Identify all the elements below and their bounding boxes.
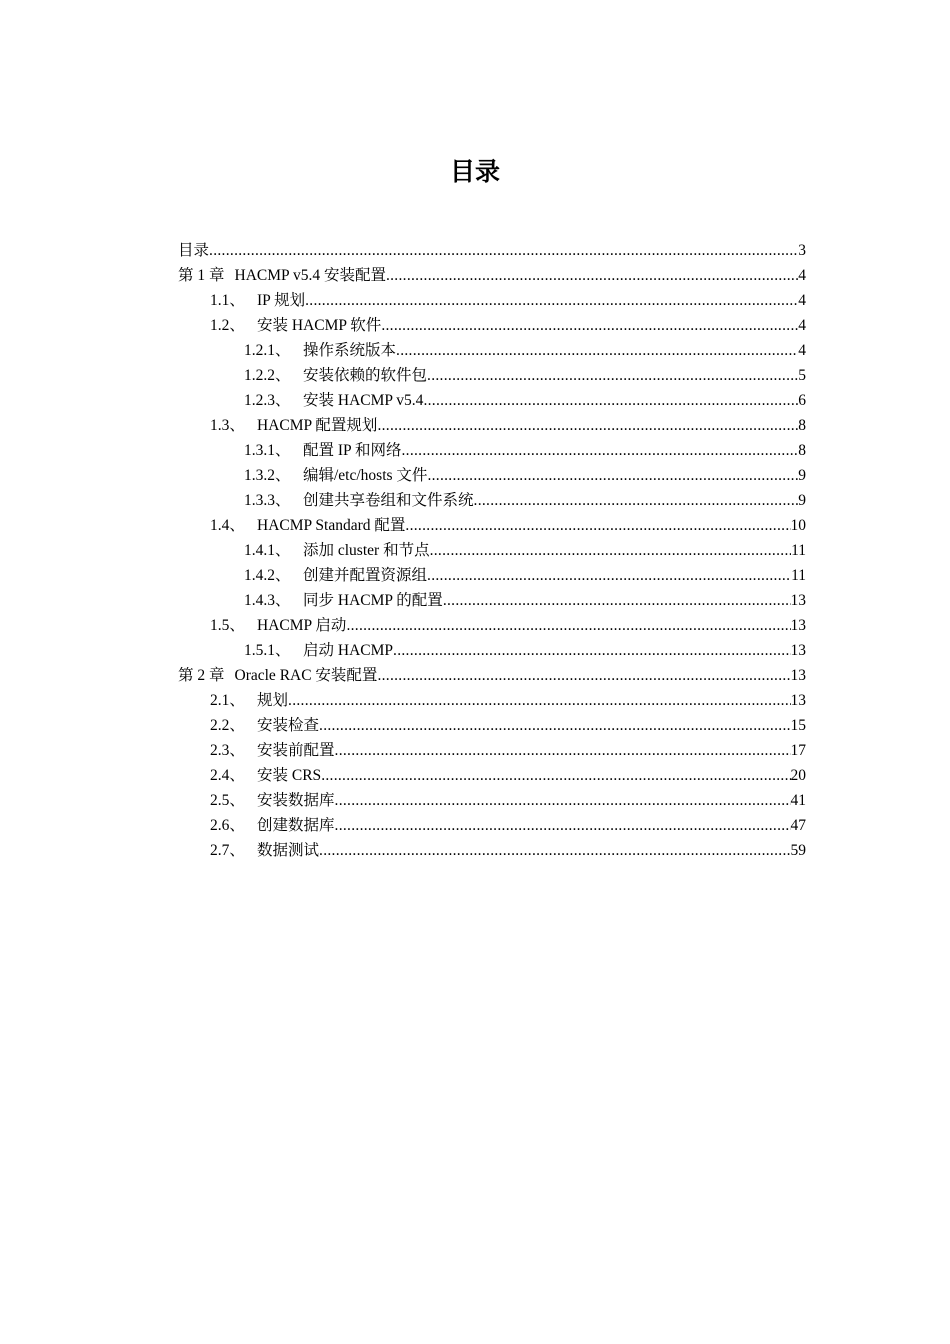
toc-entry[interactable] [178, 713, 806, 738]
toc-entry[interactable] [178, 313, 806, 338]
toc-entry-title: 数据测试 [257, 842, 320, 859]
toc-dot-leader [288, 688, 790, 713]
toc-entry-number: 1.2、 [210, 317, 245, 334]
toc-entry-page-number: 4 [798, 342, 806, 359]
toc-entry-page-number: 15 [790, 717, 806, 734]
toc-entry[interactable] [178, 463, 806, 488]
toc-entry-page-number: 41 [790, 792, 806, 809]
toc-entry-page-number: 13 [790, 642, 806, 659]
toc-entry[interactable] [178, 388, 806, 413]
toc-dot-leader [427, 463, 798, 488]
toc-entry-page-number: 17 [790, 742, 806, 759]
toc-entry[interactable] [178, 638, 806, 663]
toc-entry-number: 1.4.3、 [244, 592, 291, 609]
toc-entry-title: 安装依赖的软件包 [303, 367, 428, 384]
toc-entry[interactable] [178, 238, 806, 263]
toc-entry-page-number: 4 [798, 267, 806, 284]
toc-entry-title: IP 规划 [257, 292, 306, 309]
toc-dot-leader [423, 388, 798, 413]
toc-entry-page-number: 4 [798, 292, 806, 309]
toc-entry-page-number: 6 [798, 392, 806, 409]
toc-entry-title: 安装数据库 [257, 792, 335, 809]
toc-dot-leader [319, 838, 790, 863]
toc-entry-title: 添加 cluster 和节点 [303, 542, 430, 559]
toc-entry[interactable] [178, 738, 806, 763]
toc-entry-page-number: 10 [790, 517, 806, 534]
toc-entry-page-number: 59 [790, 842, 806, 859]
toc-entry-number: 1.3.1、 [244, 442, 291, 459]
toc-dot-leader [427, 363, 798, 388]
toc-entry-number: 第 1 章 [178, 267, 225, 284]
toc-entry-number: 2.7、 [210, 842, 245, 859]
toc-entry[interactable] [178, 763, 806, 788]
toc-entry-title: 启动 HACMP [303, 642, 394, 659]
toc-dot-leader [346, 613, 790, 638]
toc-entry-number: 1.3.2、 [244, 467, 291, 484]
toc-entry-number: 1.5.1、 [244, 642, 291, 659]
toc-entry[interactable] [178, 838, 806, 863]
toc-entry-title: 编辑/etc/hosts 文件 [303, 467, 428, 484]
toc-entry[interactable] [178, 513, 806, 538]
toc-entry-page-number: 9 [798, 467, 806, 484]
toc-entry-title: 安装检查 [257, 717, 320, 734]
toc-entry[interactable] [178, 563, 806, 588]
toc-dot-leader [319, 713, 790, 738]
toc-entry-page-number: 13 [790, 667, 806, 684]
toc-dot-leader [377, 413, 798, 438]
toc-entry-page-number: 11 [791, 542, 806, 559]
toc-entry[interactable] [178, 488, 806, 513]
toc-entry-title: 配置 IP 和网络 [303, 442, 402, 459]
toc-entry[interactable] [178, 288, 806, 313]
toc-entry-title: 操作系统版本 [303, 342, 397, 359]
toc-entry-page-number: 47 [790, 817, 806, 834]
toc-entry-page-number: 8 [798, 442, 806, 459]
toc-dot-leader [401, 438, 798, 463]
toc-entry-title: 安装前配置 [257, 742, 335, 759]
toc-entry-title: 创建并配置资源组 [303, 567, 428, 584]
toc-entry-number: 1.4.2、 [244, 567, 291, 584]
toc-dot-leader [396, 338, 798, 363]
toc-dot-leader [377, 663, 790, 688]
toc-entry-number: 2.4、 [210, 767, 245, 784]
toc-entry-number: 2.6、 [210, 817, 245, 834]
toc-dot-leader [474, 488, 799, 513]
toc-entry-title: 目录 [178, 242, 210, 259]
toc-entry-title: 同步 HACMP 的配置 [303, 592, 443, 609]
toc-entry-page-number: 20 [790, 767, 806, 784]
toc-entry[interactable] [178, 688, 806, 713]
toc-entry[interactable] [178, 613, 806, 638]
toc-entry-title: 创建共享卷组和文件系统 [303, 492, 474, 509]
toc-entry[interactable] [178, 663, 806, 688]
toc-entry-number: 2.5、 [210, 792, 245, 809]
toc-dot-leader [335, 813, 791, 838]
toc-entry-page-number: 13 [790, 692, 806, 709]
toc-dot-leader [305, 288, 798, 313]
toc-entry[interactable] [178, 363, 806, 388]
toc-entry-page-number: 13 [790, 617, 806, 634]
toc-dot-leader [209, 238, 798, 263]
toc-entry[interactable] [178, 813, 806, 838]
toc-dot-leader [430, 538, 791, 563]
toc-entry-number: 1.3.3、 [244, 492, 291, 509]
toc-entry-page-number: 13 [790, 592, 806, 609]
toc-entry-title: 安装 HACMP v5.4 [303, 392, 424, 409]
toc-entry[interactable] [178, 788, 806, 813]
toc-dot-leader [427, 563, 791, 588]
toc-entry-title: HACMP 启动 [257, 617, 347, 634]
toc-entry-title: HACMP Standard 配置 [257, 517, 406, 534]
toc-entry-number: 1.3、 [210, 417, 245, 434]
toc-entry-title: HACMP 配置规划 [257, 417, 378, 434]
toc-entry-title: 规划 [257, 692, 289, 709]
toc-entry-page-number: 3 [798, 242, 806, 259]
toc-entry-number: 1.2.1、 [244, 342, 291, 359]
toc-entry-number: 1.4、 [210, 517, 245, 534]
table-of-contents [178, 238, 806, 863]
toc-entry[interactable] [178, 538, 806, 563]
toc-entry-number: 2.2、 [210, 717, 245, 734]
toc-entry-number: 1.5、 [210, 617, 245, 634]
toc-entry-title: Oracle RAC 安装配置 [234, 667, 378, 684]
toc-entry-title: 创建数据库 [257, 817, 335, 834]
toc-entry-page-number: 5 [798, 367, 806, 384]
toc-dot-leader [335, 738, 791, 763]
toc-entry-title: 安装 CRS [257, 767, 322, 784]
toc-dot-leader [335, 788, 791, 813]
toc-title: 目录 [449, 157, 500, 186]
toc-entry-number: 2.3、 [210, 742, 245, 759]
toc-dot-leader [386, 263, 798, 288]
toc-entry-number: 1.2.2、 [244, 367, 291, 384]
toc-entry[interactable] [178, 438, 806, 463]
toc-entry-number: 1.2.3、 [244, 392, 291, 409]
toc-dot-leader [443, 588, 791, 613]
toc-entry[interactable] [178, 588, 806, 613]
toc-entry-number: 1.1、 [210, 292, 245, 309]
toc-entry-page-number: 4 [798, 317, 806, 334]
toc-dot-leader [321, 763, 790, 788]
toc-entry-page-number: 8 [798, 417, 806, 434]
toc-entry[interactable] [178, 338, 806, 363]
toc-entry[interactable] [178, 263, 806, 288]
toc-entry-number: 1.4.1、 [244, 542, 291, 559]
toc-dot-leader [381, 313, 798, 338]
toc-entry-number: 第 2 章 [178, 667, 225, 684]
toc-entry-page-number: 9 [798, 492, 806, 509]
toc-dot-leader [405, 513, 790, 538]
toc-entry[interactable] [178, 413, 806, 438]
toc-entry-page-number: 11 [791, 567, 806, 584]
toc-entry-title: 安装 HACMP 软件 [257, 317, 382, 334]
toc-entry-title: HACMP v5.4 安装配置 [234, 267, 386, 284]
toc-entry-number: 2.1、 [210, 692, 245, 709]
toc-dot-leader [393, 638, 790, 663]
